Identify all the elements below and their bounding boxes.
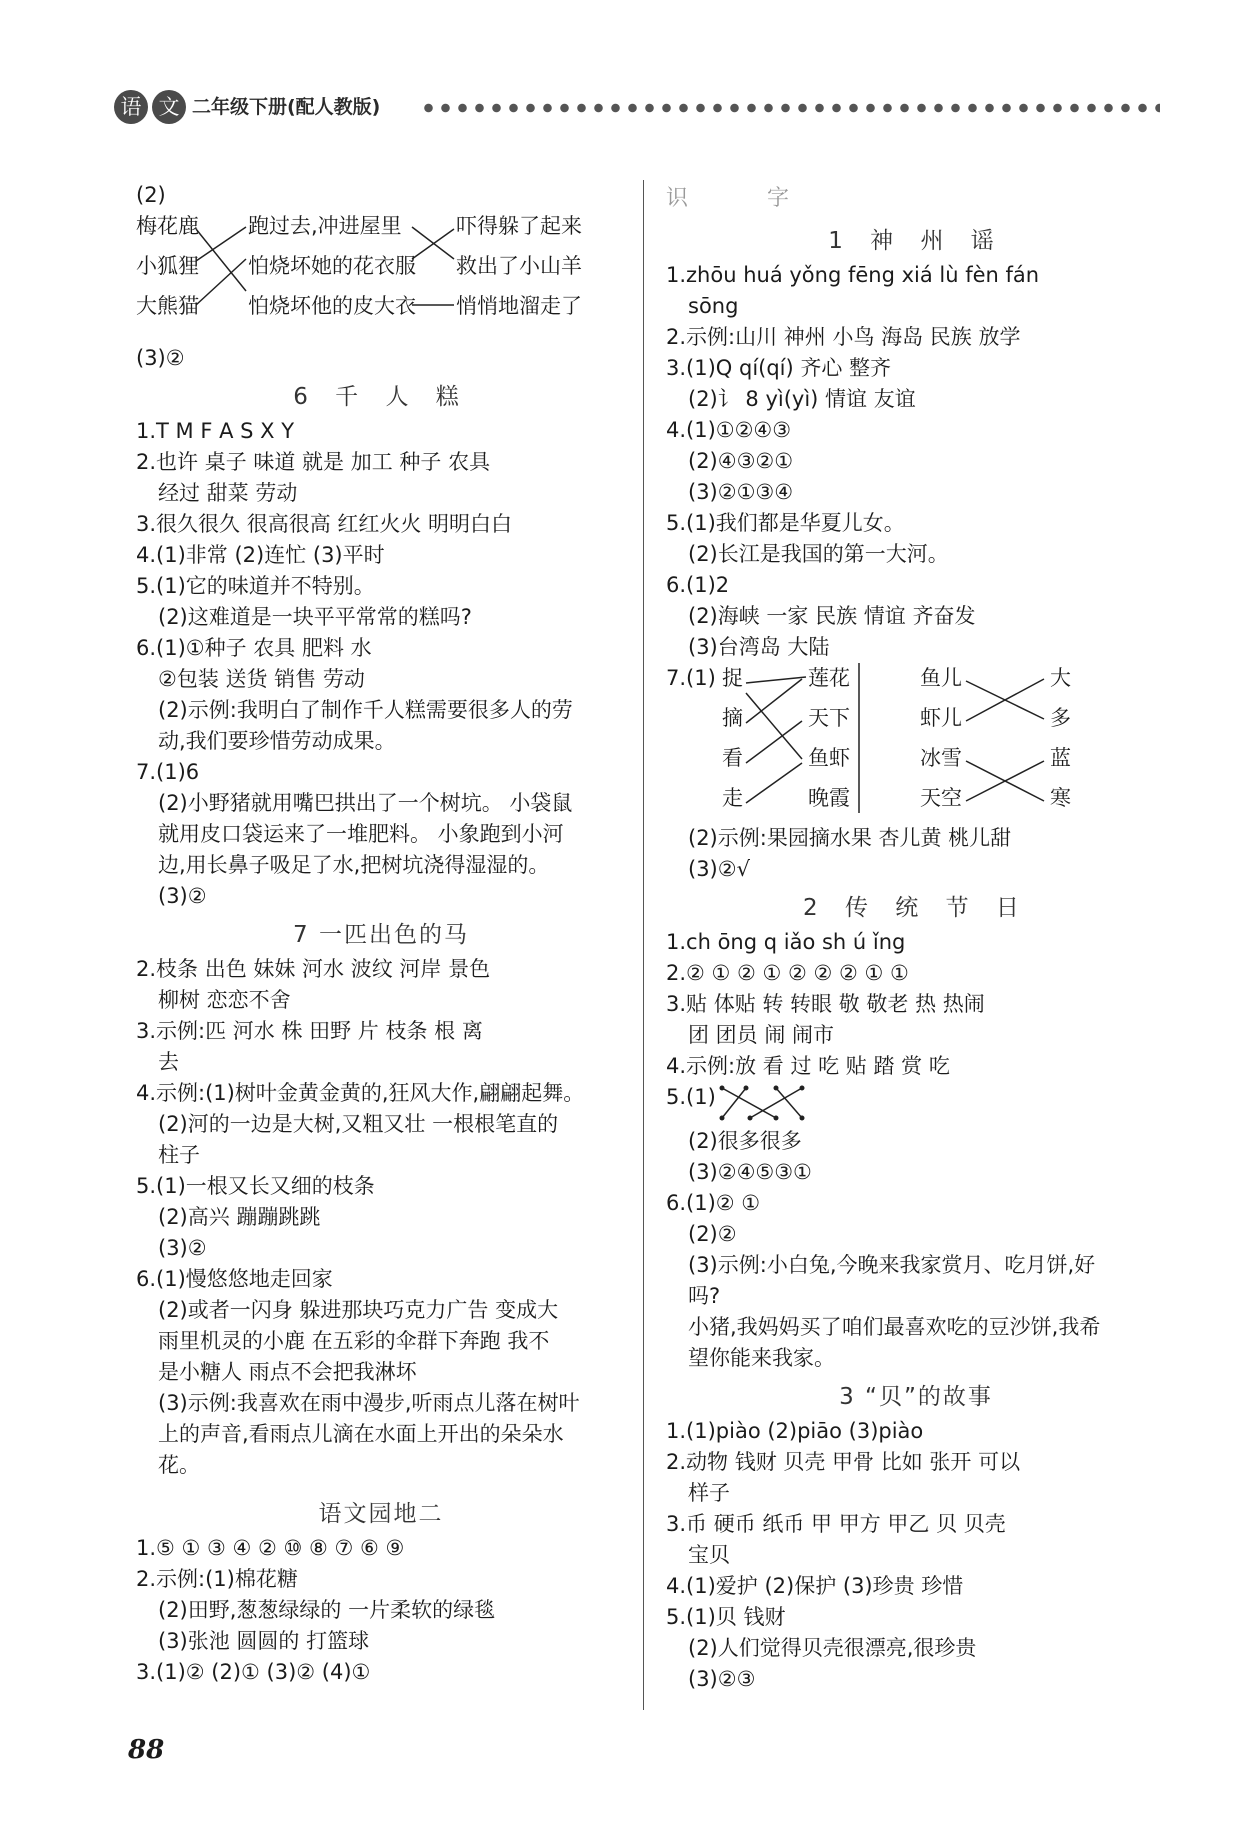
answer-line: (3)示例:我喜欢在雨中漫步,听雨点儿落在树叶 [158, 1391, 580, 1415]
page-number: 88 [128, 1735, 165, 1765]
match-right-3: 悄悄地溜走了 [456, 294, 582, 318]
unit-title: 识 字 [666, 186, 825, 211]
q7-left-2: 摘 [722, 706, 743, 730]
q7-right-4: 寒 [1050, 786, 1071, 810]
answer-line: 望你能来我家。 [688, 1346, 835, 1370]
answer-line: 6.(1)慢悠悠地走回家 [136, 1267, 333, 1291]
answer-line: ②包装 送货 销售 劳动 [158, 667, 365, 691]
section-title: 语文园地二 [318, 1501, 444, 1527]
answer-line: 团 团员 闹 闹市 [688, 1023, 835, 1047]
answer-line: 3.(1)② (2)① (3)② (4)① [136, 1660, 371, 1684]
answer-line: (2)或者一闪身 躲进那块巧克力广告 变成大 [158, 1298, 559, 1322]
answer-line: (2)② [688, 1222, 737, 1246]
answer-line: 1.ch ōng q iǎo sh ú ǐng [666, 930, 906, 954]
answer-line: (3)张池 圆圆的 打篮球 [158, 1629, 370, 1653]
answer-line: 4.示例:放 看 过 吃 贴 踏 赏 吃 [666, 1054, 950, 1078]
answer-line: (3)② [136, 346, 185, 370]
answer-line: (2)海峡 一家 民族 情谊 齐奋发 [688, 604, 976, 628]
q7-mid-4: 晚霞 [808, 786, 850, 810]
answer-line: 2.② ① ② ① ② ② ② ① ① [666, 961, 909, 985]
match-mid-1: 跑过去,冲进屋里 [248, 214, 402, 238]
answer-line: (3)②①③④ [688, 480, 794, 504]
header-dot-rule [420, 103, 1160, 113]
match-left-3: 大熊猫 [136, 294, 199, 318]
answer-line: (3)② [158, 1236, 207, 1260]
left-column [136, 180, 626, 1688]
answer-line: (2)田野,葱葱绿绿的 一片柔软的绿毯 [158, 1598, 496, 1622]
answer-line: 4.(1)非常 (2)连忙 (3)平时 [136, 543, 385, 567]
answer-line: 雨里机灵的小鹿 在五彩的伞群下奔跑 我不 [158, 1329, 550, 1353]
answer-line: sōng [688, 294, 739, 318]
answer-line: 上的声音,看雨点儿滴在水面上开出的朵朵水 [158, 1422, 564, 1446]
section-title: 1 神 州 谣 [828, 228, 1004, 254]
answer-line: 3.示例:匹 河水 株 田野 片 枝条 根 离 [136, 1019, 483, 1043]
answer-line: (2)这难道是一块平平常常的糕吗? [158, 605, 472, 629]
answer-line: 3.很久很久 很高很高 红红火火 明明白白 [136, 512, 513, 536]
match-left-1: 梅花鹿 [136, 214, 199, 238]
answer-line: 6.(1)①种子 农具 肥料 水 [136, 636, 372, 660]
answer-line: (3)②④⑤③① [688, 1160, 812, 1184]
answer-line: 样子 [688, 1481, 730, 1505]
answer-line: (3)②√ [688, 857, 750, 881]
answer-line: (2)小野猪就用嘴巴拱出了一个树坑。 小袋鼠 [158, 791, 573, 815]
answer-line: 3.币 硬币 纸币 甲 甲方 甲乙 贝 贝壳 [666, 1512, 1006, 1536]
answer-line: 去 [158, 1050, 179, 1074]
matching-exercise-top [136, 211, 626, 343]
answer-line: 7.(1)6 [136, 760, 200, 784]
answer-line: 2.示例:(1)棉花糖 [136, 1567, 298, 1591]
section-title: 7 一匹出色的马 [293, 922, 469, 948]
q5-crossing-lines [716, 1082, 826, 1126]
match-right-1: 吓得躲了起来 [456, 214, 582, 238]
subject-badge-2: 文 [152, 90, 186, 124]
section-title: 2 传 统 节 日 [803, 895, 1029, 921]
answer-line: (3)② [158, 884, 207, 908]
answer-line: (2)长江是我国的第一大河。 [688, 542, 949, 566]
q7-left-3: 看 [722, 746, 743, 770]
answer-line: 花。 [158, 1453, 200, 1477]
answer-line: 5.(1)一根又长又细的枝条 [136, 1174, 375, 1198]
answer-line: 4.示例:(1)树叶金黄金黄的,狂风大作,翩翩起舞。 [136, 1081, 585, 1105]
answer-line: 1.(1)piào (2)piāo (3)piào [666, 1419, 924, 1443]
answer-line: 5.(1)它的味道并不特别。 [136, 574, 375, 598]
answer-line: (2)讠 8 yì(yì) 情谊 友谊 [688, 387, 916, 411]
right-column [666, 180, 1166, 1695]
q7-right-3: 蓝 [1050, 746, 1071, 770]
answer-line: 4.(1)爱护 (2)保护 (3)珍贵 珍惜 [666, 1574, 964, 1598]
answer-line: 6.(1)2 [666, 573, 730, 597]
column-divider [643, 180, 644, 1710]
answer-line: (2)高兴 蹦蹦跳跳 [158, 1205, 321, 1229]
match-right-2: 救出了小山羊 [456, 254, 582, 278]
q7-left2-2: 虾儿 [920, 706, 962, 730]
answer-line: (2)④③②① [688, 449, 794, 473]
subject-badge-1: 语 [114, 90, 148, 124]
answer-line: (3)②③ [688, 1667, 756, 1691]
match-mid-3: 怕烧坏他的皮大衣 [248, 294, 416, 318]
answer-line: 1.T M F A S X Y [136, 419, 295, 443]
answer-line: 柳树 恋恋不舍 [158, 988, 291, 1012]
q7-left-4: 走 [722, 786, 743, 810]
answer-line: 吗? [688, 1284, 721, 1308]
q7-left-1: 捉 [722, 666, 743, 690]
answer-line: (2)示例:果园摘水果 杏儿黄 桃儿甜 [688, 826, 1012, 850]
answer-line: 2.也许 桌子 味道 就是 加工 种子 农具 [136, 450, 491, 474]
matching-exercise-q7 [666, 663, 1166, 823]
answer-line: (2) [136, 183, 166, 207]
page-header [114, 88, 1164, 126]
q7-label: 7.(1) [666, 666, 716, 690]
answer-line: (3)示例:小白兔,今晚来我家赏月、吃月饼,好 [688, 1253, 1096, 1277]
answer-line: 1.⑤ ① ③ ④ ② ⑩ ⑧ ⑦ ⑥ ⑨ [136, 1536, 405, 1560]
answer-line: (2)很多很多 [688, 1129, 802, 1153]
answer-line: (2)河的一边是大树,又粗又壮 一根根笔直的 [158, 1112, 559, 1136]
answer-line: 边,用长鼻子吸足了水,把树坑浇得湿湿的。 [158, 853, 550, 877]
answer-line: (2)示例:我明白了制作千人糕需要很多人的劳 [158, 698, 573, 722]
answer-line: 2.示例:山川 神州 小鸟 海岛 民族 放学 [666, 325, 1021, 349]
q5-label: 5.(1) [666, 1085, 716, 1109]
answer-line: 5.(1)贝 钱财 [666, 1605, 786, 1629]
answer-line: 是小糖人 雨点不会把我淋坏 [158, 1360, 417, 1384]
answer-line: 就用皮口袋运来了一堆肥料。 小象跑到小河 [158, 822, 564, 846]
section-title: 3 “贝”的故事 [839, 1384, 993, 1410]
match-left-2: 小狐狸 [136, 254, 199, 278]
answer-line: 5.(1)我们都是华夏儿女。 [666, 511, 905, 535]
answer-line: 2.枝条 出色 妹妹 河水 波纹 河岸 景色 [136, 957, 491, 981]
answer-line: 2.动物 钱财 贝壳 甲骨 比如 张开 可以 [666, 1450, 1021, 1474]
q7-mid-3: 鱼虾 [808, 746, 850, 770]
q7-mid-1: 莲花 [808, 666, 850, 690]
q7-left2-3: 冰雪 [920, 746, 962, 770]
q7-left2-4: 天空 [920, 786, 962, 810]
q7-mid-2: 天下 [808, 706, 850, 730]
q7-right-1: 大 [1050, 666, 1071, 690]
section-title: 6 千 人 糕 [293, 384, 469, 410]
answer-line: 4.(1)①②④③ [666, 418, 792, 442]
match-mid-2: 怕烧坏她的花衣服 [248, 254, 416, 278]
answer-line: (3)台湾岛 大陆 [688, 635, 830, 659]
answer-line: 3.(1)Q qí(qí) 齐心 整齐 [666, 356, 892, 380]
answer-line: 6.(1)② ① [666, 1191, 761, 1215]
q7-left2-1: 鱼儿 [920, 666, 962, 690]
answer-line: 3.贴 体贴 转 转眼 敬 敬老 热 热闹 [666, 992, 985, 1016]
answer-line: 宝贝 [688, 1543, 730, 1567]
answer-line: (2)人们觉得贝壳很漂亮,很珍贵 [688, 1636, 977, 1660]
answer-line: 柱子 [158, 1143, 200, 1167]
answer-line: 经过 甜菜 劳动 [158, 481, 298, 505]
header-title: 二年级下册(配人教版) [192, 96, 381, 118]
answer-line: 动,我们要珍惜劳动成果。 [158, 729, 396, 753]
q5-figure [666, 1082, 1166, 1126]
answer-line: 小猪,我妈妈买了咱们最喜欢吃的豆沙饼,我希 [688, 1315, 1101, 1339]
q7-right-2: 多 [1050, 706, 1071, 730]
answer-line: 1.zhōu huá yǒng fēng xiá lù fèn fán [666, 263, 1040, 287]
